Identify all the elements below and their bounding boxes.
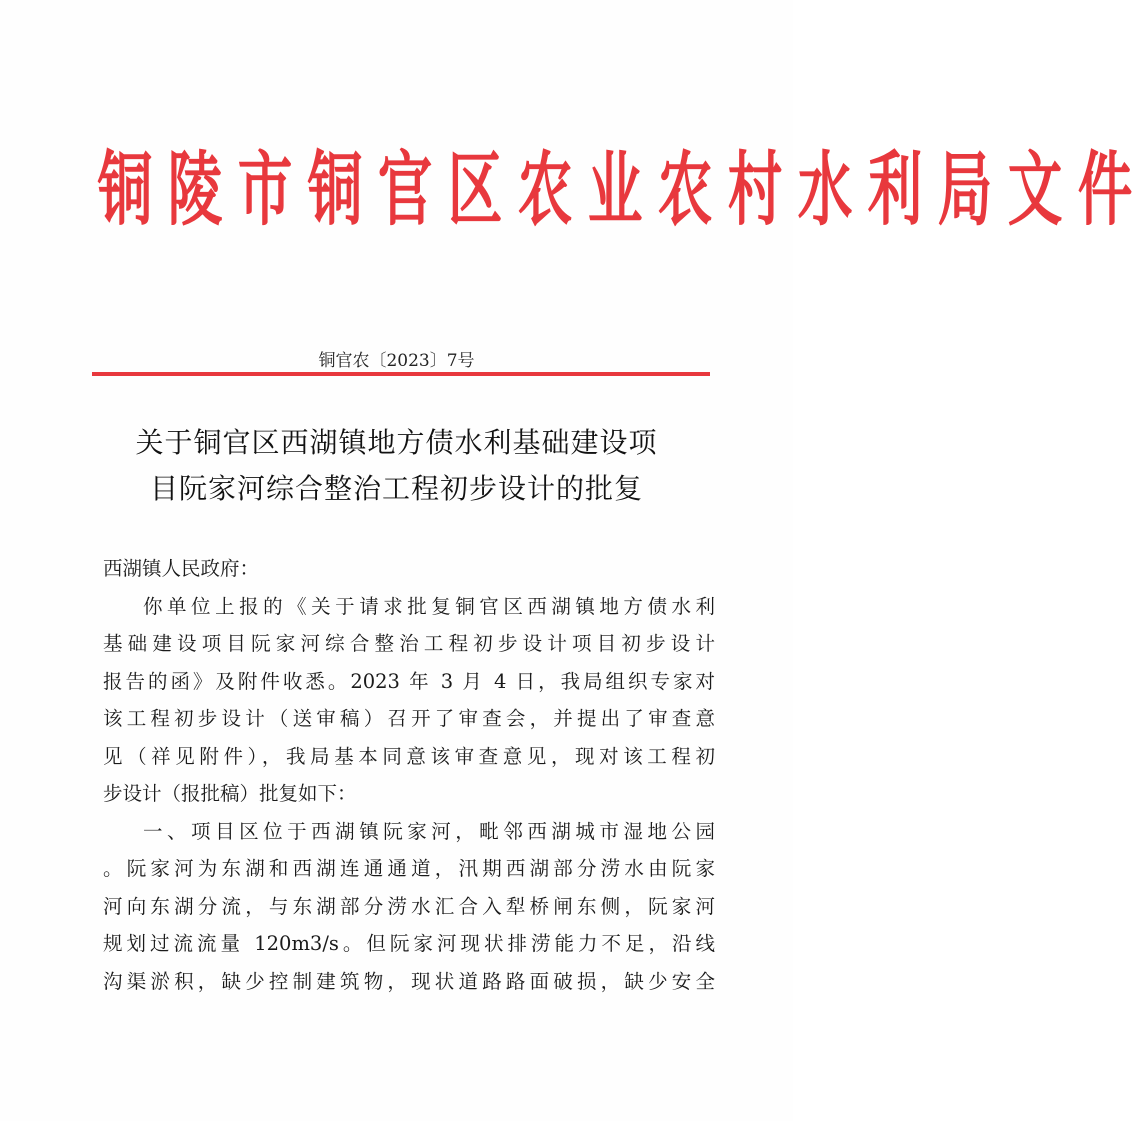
- document-body: [103, 550, 715, 1000]
- body-line: 河向东湖分流，与东湖部分涝水汇合入犁桥闸东侧，阮家河: [103, 894, 715, 918]
- document-title: [0, 420, 793, 512]
- body-line: 步设计（报批稿）批复如下：: [103, 782, 357, 805]
- masthead-title: [90, 135, 1132, 245]
- masthead-char: 利: [867, 141, 923, 238]
- body-line: 一、项目区位于西湖镇阮家河，毗邻西湖城市湿地公园: [143, 819, 715, 843]
- title-line-2: 目阮家河综合整治工程初步设计的批复: [149, 472, 643, 505]
- masthead-char: 业: [587, 141, 643, 238]
- masthead-char: 区: [447, 141, 503, 238]
- red-divider-rule: [92, 372, 710, 376]
- masthead-char: 陵: [167, 141, 223, 238]
- addressee: 西湖镇人民政府：: [103, 557, 260, 580]
- body-line: 沟渠淤积，缺少控制建筑物，现状道路路面破损，缺少安全: [103, 969, 715, 993]
- masthead-char: 村: [727, 141, 783, 238]
- document-number: 铜官农〔2023〕7号: [318, 351, 475, 371]
- masthead-char: 文: [1007, 141, 1063, 238]
- title-line-1: 关于铜官区西湖镇地方债水利基础建设项: [135, 426, 658, 459]
- masthead-char: 农: [657, 141, 713, 238]
- masthead-char: 市: [237, 141, 293, 238]
- masthead-char: 局: [937, 141, 993, 238]
- masthead-char: 农: [517, 141, 573, 238]
- body-line: 基础建设项目阮家河综合整治工程初步设计项目初步设计: [103, 632, 715, 655]
- body-line: 该工程初步设计（送审稿）召开了审查会，并提出了审查意: [103, 707, 715, 730]
- masthead-char: 铜: [97, 141, 153, 238]
- body-line: 你单位上报的《关于请求批复铜官区西湖镇地方债水利: [143, 594, 715, 618]
- body-line: 见（祥见附件），我局基本同意该审查意见，现对该工程初: [103, 744, 715, 768]
- masthead-char: 水: [797, 141, 853, 238]
- masthead-char: 官: [377, 141, 433, 238]
- body-line: 报告的函》及附件收悉。2023 年 3 月 4 日，我局组织专家对: [103, 669, 715, 693]
- body-line: 规划过流流量 120m3/s。但阮家河现状排涝能力不足，沿线: [103, 932, 715, 955]
- masthead-char: 件: [1077, 141, 1132, 238]
- masthead-char: 铜: [307, 141, 363, 238]
- body-line: 。阮家河为东湖和西湖连通通道，汛期西湖部分涝水由阮家: [103, 857, 715, 880]
